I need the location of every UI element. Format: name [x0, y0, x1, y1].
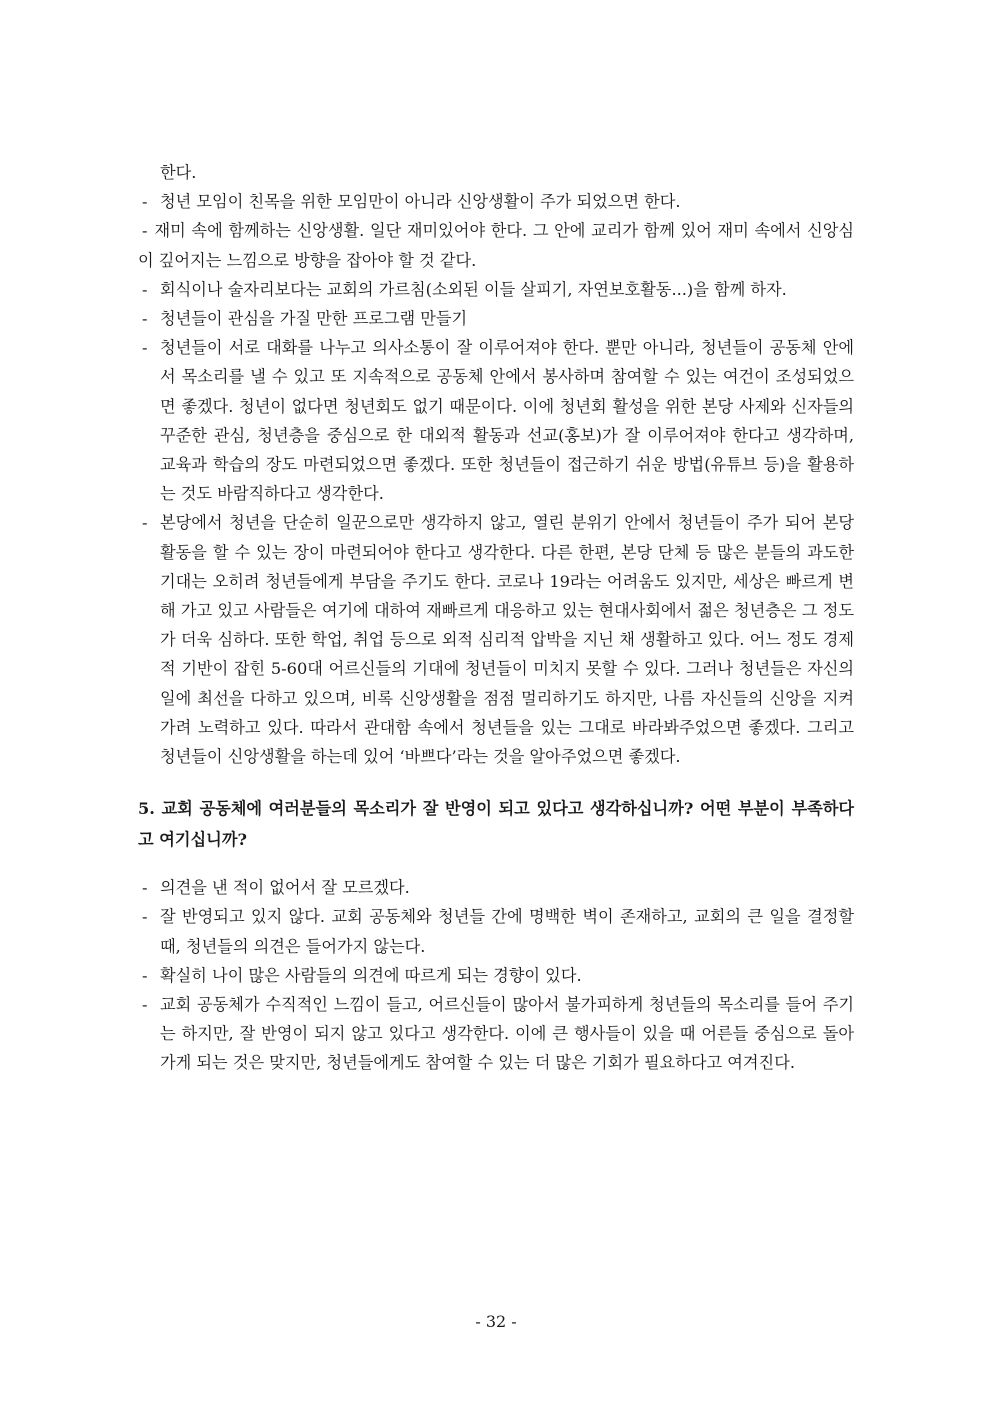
response-item — [138, 508, 854, 771]
response-text: 확실히 나이 많은 사람들의 의견에 따르게 되는 경향이 있다. — [160, 965, 582, 985]
response-item — [138, 275, 854, 304]
response-text: 교회 공동체가 수직적인 느낌이 들고, 어르신들이 많아서 불가피하게 청년들의 목소리를 들어 주기는 하지만, 잘 반영이 되지 않고 있다고 생각한다. 이에 큰 행사들이 있을 때 어른들 중심으로 돌아가게 되는 것은 맞지만, 청년들에게도 참여할 수 있는 더 많은 기회가 필요하다고 여겨진다. — [160, 995, 854, 1073]
response-item — [138, 873, 854, 902]
response-text: 청년 모임이 친목을 위한 모임만이 아니라 신앙생활이 주가 되었으면 한다. — [160, 192, 681, 212]
response-text: 청년들이 서로 대화를 나누고 의사소통이 잘 이루어져야 한다. 뿐만 아니라, 청년들이 공동체 안에서 목소리를 낼 수 있고 또 지속적으로 공동체 안에서 봉사하며 참여할 수 있는 여건이 조성되었으면 좋겠다. 청년이 없다면 청년회도 없기 때문이다. 이에 청년회 활성을 위한 본당 사제와 신자들의 꾸준한 관심, 청년층을 중심으로 한 대외적 활동과 선교(홍보)가 잘 이루어져야 한다고 생각하며, 교육과 학습의 장도 마련되었으면 좋겠다. 또한 청년들이 접근하기 쉬운 방법(유튜브 등)을 활용하는 것도 바람직하다고 생각한다. — [160, 338, 854, 504]
dash-bullet: - — [142, 309, 148, 329]
continued-response-text: 한다. — [160, 163, 197, 182]
response-text: 회식이나 술자리보다는 교회의 가르침(소외된 이들 살피기, 자연보호활동...)을 함께 하자. — [160, 279, 787, 299]
dash-bullet: - — [142, 279, 148, 299]
response-item — [138, 902, 854, 960]
response-item — [138, 961, 854, 990]
response-item — [138, 216, 854, 274]
response-item — [138, 990, 854, 1078]
response-item — [138, 304, 854, 333]
dash-bullet: - — [142, 907, 148, 927]
dash-bullet: - — [142, 192, 148, 212]
response-text: 재미 속에 함께하는 신앙생활. 일단 재미있어야 한다. 그 안에 교리가 함께 있어 재미 속에서 신앙심이 깊어지는 느낌으로 방향을 잡아야 할 것 같다. — [138, 221, 854, 270]
response-text: 본당에서 청년을 단순히 일꾼으로만 생각하지 않고, 열린 분위기 안에서 청년들이 주가 되어 본당 활동을 할 수 있는 장이 마련되어야 한다고 생각한다. 다른 한편, 본당 단체 등 많은 분들의 과도한 기대는 오히려 청년들에게 부담을 주기도 한다. 코로나 19라는 어려움도 있지만, 세상은 빠르게 변해 가고 있고 사람들은 여기에 대하여 재빠르게 대응하고 있는 현대사회에서 젊은 청년층은 그 정도가 더욱 심하다. 또한 학업, 취업 등으로 외적 심리적 압박을 지닌 채 생활하고 있다. 어느 정도 경제적 기반이 잡힌 5-60대 어르신들의 기대에 청년들이 미치지 못할 수 있다. 그러나 청년들은 자신의 일에 최선을 다하고 있으며, 비록 신앙생활을 점점 멀리하기도 하지만, 나름 자신들의 신앙을 지켜가려 노력하고 있다. 따라서 관대함 속에서 청년들을 있는 그대로 바라봐주었으면 좋겠다. 그리고 청년들이 신앙생활을 하는데 있어 ‘바쁘다’라는 것을 알아주었으면 좋겠다. — [160, 513, 854, 767]
page-content — [138, 158, 854, 1078]
response-text: 의견을 낸 적이 없어서 잘 모르겠다. — [160, 878, 410, 898]
response-text: 잘 반영되고 있지 않다. 교회 공동체와 청년들 간에 명백한 벽이 존재하고, 교회의 큰 일을 결정할 때, 청년들의 의견은 들어가지 않는다. — [160, 907, 854, 956]
section5-question-heading: 5. 교회 공동체에 여러분들의 목소리가 잘 반영이 되고 있다고 생각하십니까? 어떤 부분이 부족하다고 여기십니까? — [138, 799, 854, 850]
dash-bullet: - — [142, 513, 148, 533]
page-number: - 32 - — [475, 1312, 517, 1331]
dash-bullet: - — [142, 995, 148, 1015]
response-item — [138, 187, 854, 216]
dash-bullet: - — [142, 878, 148, 898]
section5-response-list — [138, 873, 854, 1077]
dash-bullet: - — [142, 338, 148, 358]
response-text: 청년들이 관심을 가질 만한 프로그램 만들기 — [160, 309, 468, 329]
dash-bullet: - — [142, 965, 148, 985]
response-item — [138, 333, 854, 508]
section4-response-list — [138, 187, 854, 771]
dash-bullet: - — [142, 221, 148, 241]
